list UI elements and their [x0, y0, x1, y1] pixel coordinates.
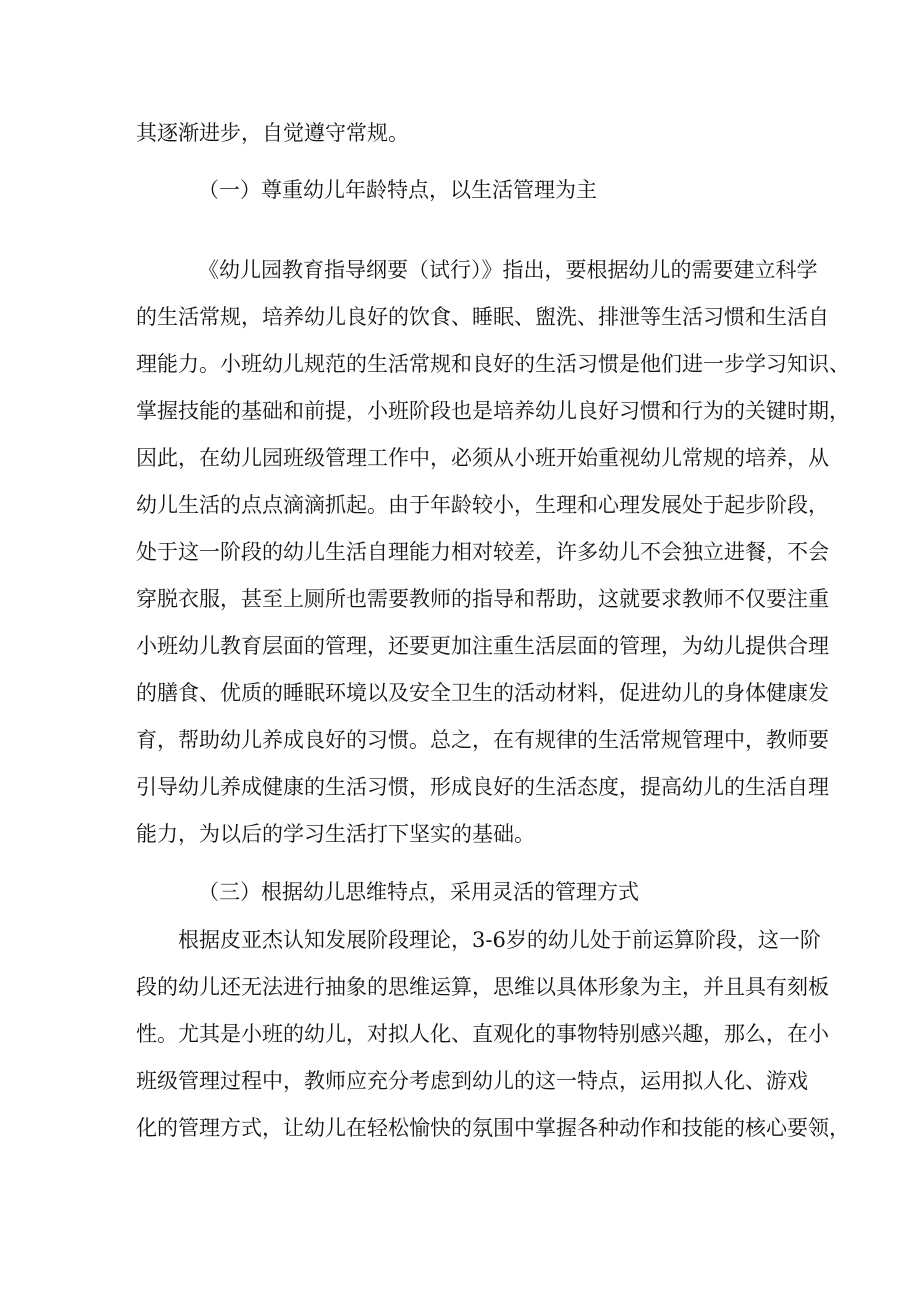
- paragraph-line: 幼儿生活的点点滴滴抓起。由于年龄较小，生理和心理发展处于起步阶段，: [136, 493, 829, 517]
- paragraph-line: 性。尤其是小班的幼儿，对拟人化、直观化的事物特别感兴趣，那么，在小: [136, 1022, 829, 1046]
- paragraph-line: 因此，在幼儿园班级管理工作中，必须从小班开始重视幼儿常规的培养，从: [136, 446, 829, 470]
- paragraph-line: 育，帮助幼儿养成良好的习惯。总之，在有规律的生活常规管理中，教师要: [136, 728, 829, 752]
- paragraph-line: 穿脱衣服，甚至上厕所也需要教师的指导和帮助，这就要求教师不仅要注重: [136, 587, 829, 611]
- paragraph-line: 化的管理方式，让幼儿在轻松愉快的氛围中掌握各种动作和技能的核心要领，: [136, 1116, 850, 1140]
- continuation-line: 其逐渐进步，自觉遵守常规。: [136, 121, 409, 145]
- paragraph-line: 的膳食、优质的睡眠环境以及安全卫生的活动材料，促进幼儿的身体健康发: [136, 681, 829, 705]
- paragraph-line: 的生活常规，培养幼儿良好的饮食、睡眠、盥洗、排泄等生活习惯和生活自: [136, 305, 829, 329]
- paragraph-line: 能力，为以后的学习生活打下坚实的基础。: [136, 822, 535, 846]
- paragraph-line: 处于这一阶段的幼儿生活自理能力相对较差，许多幼儿不会独立进餐，不会: [136, 540, 829, 564]
- paragraph-line: 引导幼儿养成健康的生活习惯，形成良好的生活态度，提高幼儿的生活自理: [136, 775, 829, 799]
- paragraph-line: 理能力。小班幼儿规范的生活常规和良好的生活习惯是他们进一步学习知识、: [136, 352, 850, 376]
- section-heading-1: （一）尊重幼儿年龄特点，以生活管理为主: [198, 178, 597, 202]
- paragraph-line: 根据皮亚杰认知发展阶段理论，3-6岁的幼儿处于前运算阶段，这一阶: [178, 928, 821, 952]
- paragraph-line: 小班幼儿教育层面的管理，还要更加注重生活层面的管理，为幼儿提供合理: [136, 634, 829, 658]
- paragraph-line: 段的幼儿还无法进行抽象的思维运算，思维以具体形象为主，并且具有刻板: [136, 975, 829, 999]
- paragraph-line: 掌握技能的基础和前提，小班阶段也是培养幼儿良好习惯和行为的关键时期，: [136, 399, 850, 423]
- paragraph-line: 《幼儿园教育指导纲要（试行）》指出，要根据幼儿的需要建立科学: [198, 258, 818, 282]
- paragraph-line: 班级管理过程中，教师应充分考虑到幼儿的这一特点，运用拟人化、游戏: [136, 1069, 808, 1093]
- section-heading-3: （三）根据幼儿思维特点，采用灵活的管理方式: [198, 880, 639, 904]
